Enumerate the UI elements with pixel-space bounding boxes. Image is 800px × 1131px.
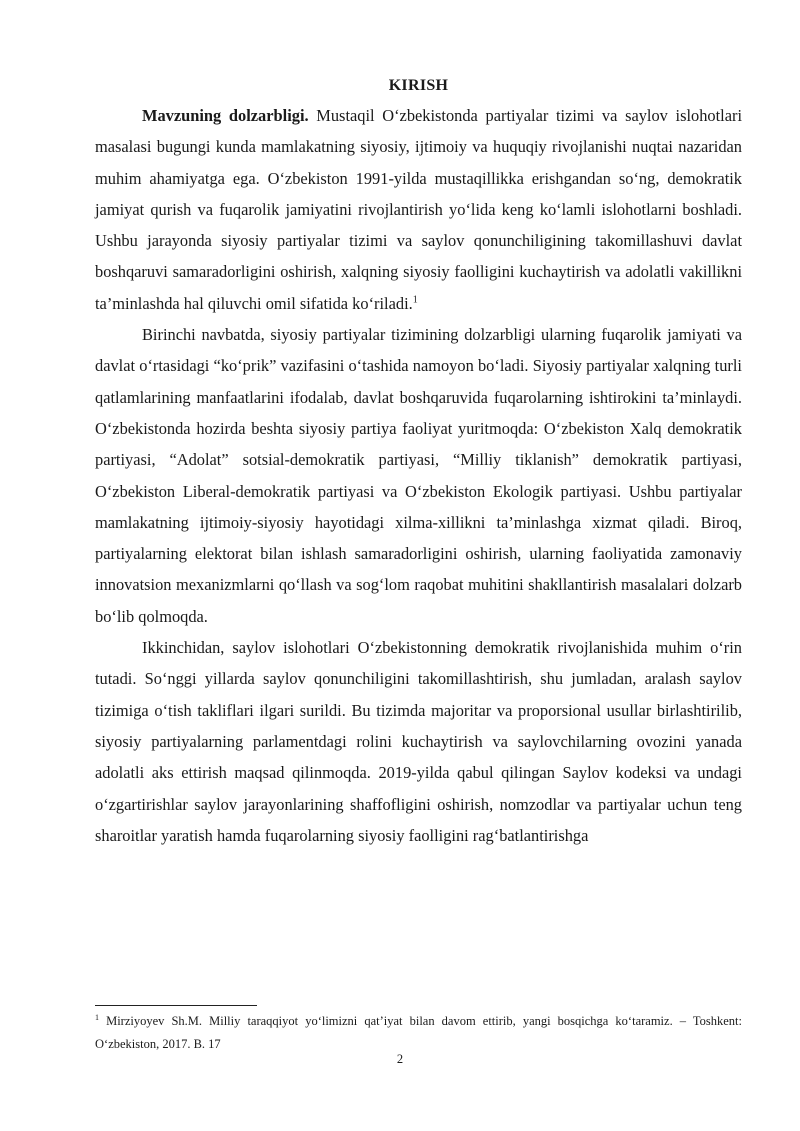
- paragraph-2: Birinchi navbatda, siyosiy partiyalar tizimining dolzarbligi ularning fuqarolik jamiyati va davlat o‘rtasidagi “ko‘prik” vazifasini o‘tashida namoyon bo‘ladi. Siyosiy partiyalar xalqning turli qatlamlarining manfaatlarini ifodalab, davlat boshqaruvida fuqarolarning ishtirokini ta’minlaydi. O‘zbekistonda hozirda beshta siyosiy partiya faoliyat yuritmoqda: O‘zbekiston Xalq demokratik partiyasi, “Adolat” sotsial-demokratik partiyasi, “Milliy tiklanish” demokratik partiyasi, O‘zbekiston Liberal-demokratik partiyasi va O‘zbekiston Ekologik partiyasi. Ushbu partiyalar mamlakatning ijtimoiy-siyosiy hayotidagi xilma-xillikni ta’minlashga xizmat qiladi. Biroq, partiyalarning elektorat bilan ishlash samaradorligini oshirish, ularning faoliyatida zamonaviy innovatsion mexanizmlarni qo‘llash va sog‘lom raqobat muhitini shakllantirish masalalari dolzarb bo‘lib qolmoqda.: [95, 325, 742, 626]
- footnote: [95, 1010, 742, 1056]
- footnote-reference[interactable]: 1: [412, 294, 418, 306]
- document-body: [95, 70, 742, 851]
- section-heading: KIRISH: [388, 77, 449, 94]
- footnote-text: Mirziyoyev Sh.M. Milliy taraqqiyot yo‘limizni qat’iyat bilan davom ettirib, yangi bosqichga ko‘taramiz. – Toshkent: O‘zbekiston, 2017. B. 17: [95, 1014, 742, 1051]
- paragraph-text: Mustaqil O‘zbekistonda partiyalar tizimi va saylov islohotlari masalasi bugungi kunda mamlakatning siyosiy, ijtimoiy va huquqiy rivojlanishi nuqtai nazaridan muhim ahamiyatga ega. O‘zbekiston 1991-yilda mustaqillikka erishgandan so‘ng, demokratik jamiyat qurish va fuqarolik jamiyatini rivojlantirish yo‘lida keng ko‘lamli islohotlarni boshladi. Ushbu jarayonda siyosiy partiyalar tizimi va saylov qonunchiligining takomillashuvi davlat boshqaruvi samaradorligini oshirish, xalqning siyosiy faolligini kuchaytirish va adolatli vakillikni ta’minlashda hal qiluvchi omil sifatida ko‘riladi.: [95, 106, 743, 313]
- footnote-number: 1: [95, 1012, 99, 1022]
- paragraph-1: [95, 100, 742, 319]
- paragraph-lead: Mavzuning dolzarbligi.: [142, 106, 309, 125]
- paragraph-3: Ikkinchidan, saylov islohotlari O‘zbekistonning demokratik rivojlanishida muhim o‘rin tutadi. So‘nggi yillarda saylov qonunchiligini takomillashtirish, shu jumladan, aralash saylov tizimiga o‘tish takliflari ilgari surildi. Bu tizimda majoritar va proporsional usullar birlashtirilib, siyosiy partiyalarning parlamentdagi rolini kuchaytirish va saylovchilarning ovozini yanada adolatli aks ettirish maqsad qilinmoqda. 2019-yilda qabul qilingan Saylov kodeksi va undagi o‘zgartirishlar saylov jarayonlarining shaffofligini oshirish, nomzodlar va partiyalar uchun teng sharoitlar yaratish hamda fuqarolarning siyosiy faolligini rag‘batlantirishga: [95, 638, 742, 845]
- page-number: 2: [396, 1052, 404, 1066]
- footnote-separator: [95, 1005, 257, 1006]
